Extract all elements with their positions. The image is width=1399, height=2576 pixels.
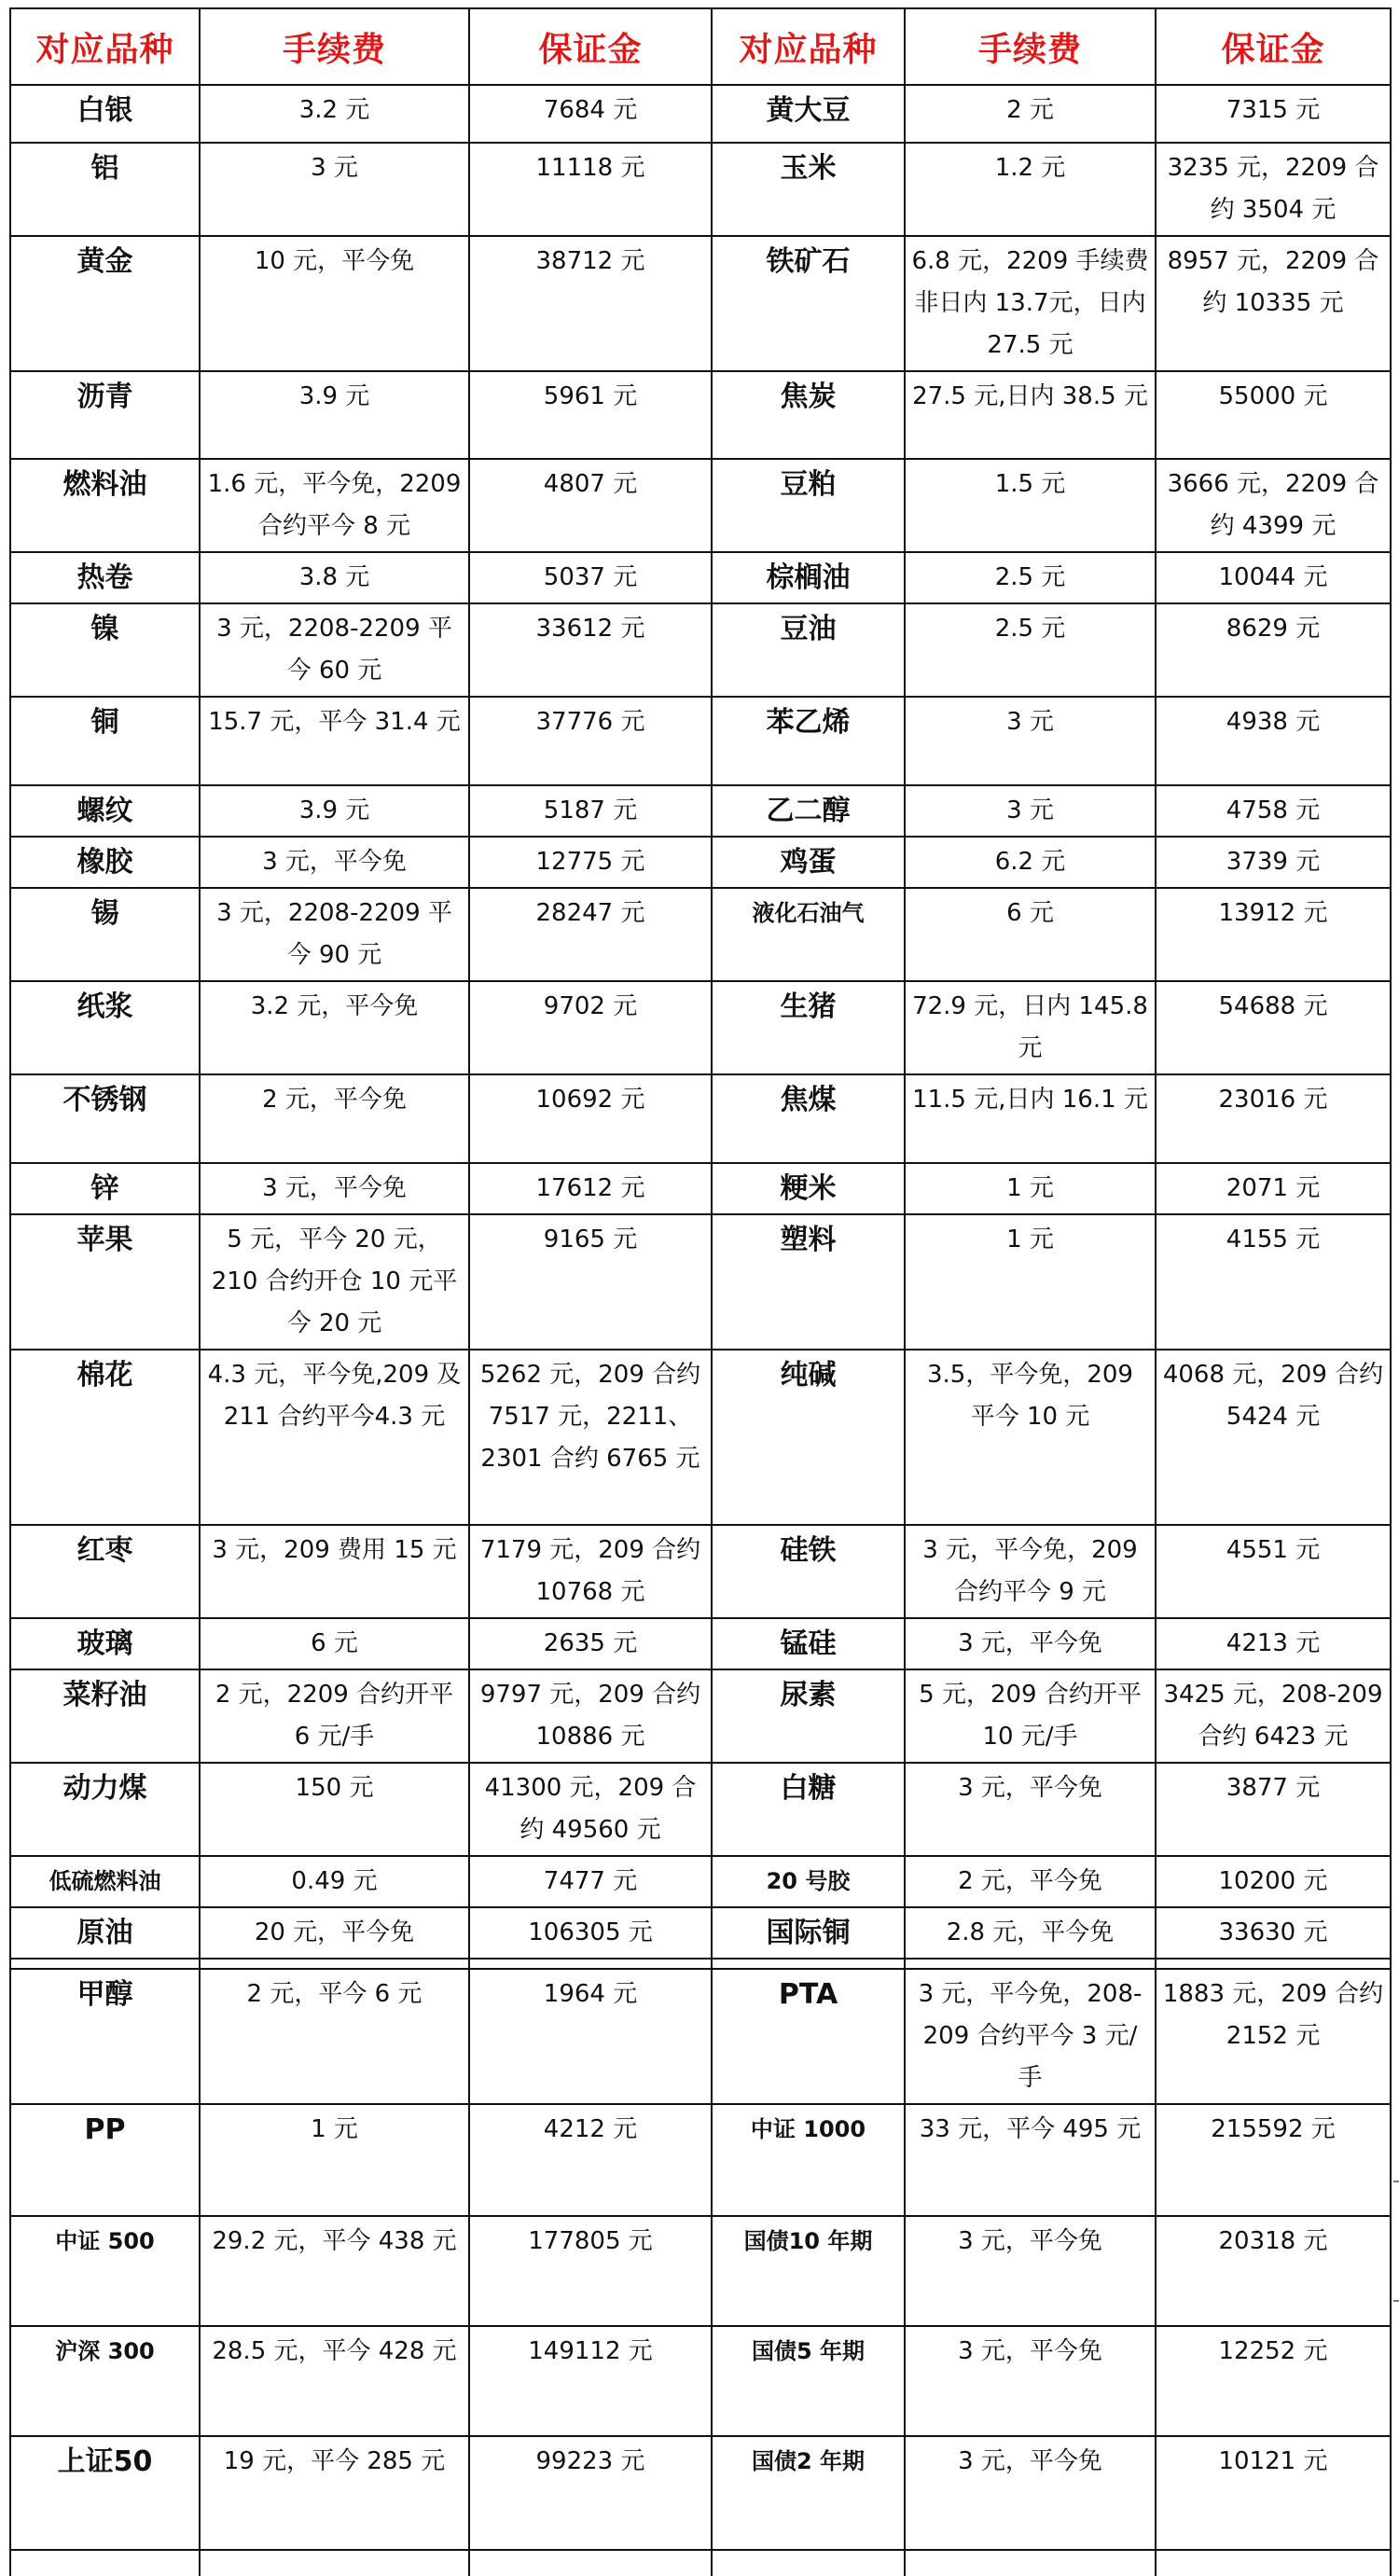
variety-cell: 国债5 年期 [712,2326,905,2436]
variety-cell: 纸浆 [10,981,200,1074]
margin-cell: 2635 元 [469,1618,712,1669]
fee-cell: 5 元，平今 20 元，210 合约开仓 10 元平今 20 元 [200,1214,469,1350]
fee-cell: 2 元 [905,85,1156,143]
empty-cell [1156,2550,1391,2576]
variety-cell: 国债10 年期 [712,2216,905,2326]
table-row [10,888,1391,981]
header-row [10,8,1391,85]
margin-cell: 215592 元 [1156,2104,1391,2216]
margin-cell: 12252 元 [1156,2326,1391,2436]
fee-cell: 1.5 元 [905,459,1156,552]
variety-cell: 红枣 [10,1525,200,1618]
variety-cell: 低硫燃料油 [10,1856,200,1907]
margin-cell: 4068 元，209 合约 5424 元 [1156,1350,1391,1525]
fee-margin-table [9,7,1392,2576]
variety-cell: 国债2 年期 [712,2436,905,2550]
variety-cell: 棉花 [10,1350,200,1525]
fee-cell: 3 元，平今免 [905,1618,1156,1669]
table-row [10,2326,1391,2436]
fee-cell: 15.7 元，平今 31.4 元 [200,697,469,785]
table-row [10,1907,1391,1959]
table-row [10,1763,1391,1856]
variety-cell: 乙二醇 [712,785,905,837]
fee-cell: 72.9 元，日内 145.8 元 [905,981,1156,1074]
margin-cell: 4212 元 [469,2104,712,2216]
fee-cell: 0.49 元 [200,1856,469,1907]
fee-cell: 3 元，2208-2209 平今 60 元 [200,603,469,697]
margin-cell: 23016 元 [1156,1074,1391,1163]
edge-mark [1393,2300,1399,2302]
margin-cell: 5037 元 [469,552,712,603]
gap-cell [469,1959,712,1969]
margin-cell: 12775 元 [469,837,712,888]
table-row [10,1214,1391,1350]
gap-cell [1156,1959,1391,1969]
gap-cell [10,1959,200,1969]
margin-cell: 4938 元 [1156,697,1391,785]
variety-cell: 镍 [10,603,200,697]
margin-cell: 41300 元，209 合约 49560 元 [469,1763,712,1856]
fee-cell: 3.8 元 [200,552,469,603]
fee-cell: 33 元，平今 495 元 [905,2104,1156,2216]
fee-cell: 27.5 元,日内 38.5 元 [905,371,1156,459]
fee-cell: 3.2 元，平今免 [200,981,469,1074]
fee-cell: 19 元，平今 285 元 [200,2436,469,2550]
variety-cell: 焦煤 [712,1074,905,1163]
empty-cell [10,2550,200,2576]
fee-cell: 3 元，平今免 [905,1763,1156,1856]
margin-cell: 2071 元 [1156,1163,1391,1214]
margin-cell: 11118 元 [469,143,712,236]
fee-cell: 29.2 元，平今 438 元 [200,2216,469,2326]
margin-cell: 3739 元 [1156,837,1391,888]
fee-cell: 3 元，平今免 [905,2326,1156,2436]
fee-cell: 6.8 元，2209 手续费非日内 13.7元，日内 27.5 元 [905,236,1156,371]
variety-cell: 原油 [10,1907,200,1959]
variety-cell: PTA [712,1969,905,2104]
margin-cell: 3877 元 [1156,1763,1391,1856]
fee-cell: 6.2 元 [905,837,1156,888]
variety-cell: 豆粕 [712,459,905,552]
variety-cell: 国际铜 [712,1907,905,1959]
variety-cell: 铝 [10,143,200,236]
gap-cell [905,1959,1156,1969]
empty-cell [469,2550,712,2576]
fee-cell: 1 元 [905,1163,1156,1214]
fee-cell: 6 元 [200,1618,469,1669]
variety-cell: 生猪 [712,981,905,1074]
variety-cell: 棕榈油 [712,552,905,603]
fee-cell: 3 元，209 费用 15 元 [200,1525,469,1618]
fee-cell: 3 元，平今免 [200,837,469,888]
table-row [10,981,1391,1074]
gap-cell [712,1959,905,1969]
variety-cell: 豆油 [712,603,905,697]
variety-cell: 锌 [10,1163,200,1214]
table-row [10,785,1391,837]
table-row [10,1074,1391,1163]
margin-cell: 7684 元 [469,85,712,143]
margin-cell: 7477 元 [469,1856,712,1907]
margin-cell: 5262 元，209 合约 7517 元，2211、2301 合约 6765 元 [469,1350,712,1525]
fee-cell: 3 元，平今免 [905,2436,1156,2550]
margin-cell: 54688 元 [1156,981,1391,1074]
fee-cell: 3 元，平今免 [200,1163,469,1214]
col-header-margin: 保证金 [469,8,712,85]
variety-cell: 中证 500 [10,2216,200,2326]
margin-cell: 4758 元 [1156,785,1391,837]
fee-cell: 2 元，平今免 [905,1856,1156,1907]
variety-cell: 沪深 300 [10,2326,200,2436]
trailing-row [10,2550,1391,2576]
fee-cell: 3.2 元 [200,85,469,143]
table-row [10,1163,1391,1214]
table-row [10,603,1391,697]
fee-cell: 3.9 元 [200,785,469,837]
fee-cell: 2.5 元 [905,603,1156,697]
variety-cell: 20 号胶 [712,1856,905,1907]
col-header-fee: 手续费 [200,8,469,85]
margin-cell: 1964 元 [469,1969,712,2104]
variety-cell: PP [10,2104,200,2216]
margin-cell: 3666 元，2209 合约 4399 元 [1156,459,1391,552]
margin-cell: 28247 元 [469,888,712,981]
variety-cell: 上证50 [10,2436,200,2550]
margin-cell: 4213 元 [1156,1618,1391,1669]
variety-cell: 玻璃 [10,1618,200,1669]
table-row [10,1969,1391,2104]
margin-cell: 10692 元 [469,1074,712,1163]
table-row [10,2216,1391,2326]
table-row [10,697,1391,785]
fee-cell: 1 元 [200,2104,469,2216]
margin-cell: 33630 元 [1156,1907,1391,1959]
variety-cell: 苹果 [10,1214,200,1350]
margin-cell: 9702 元 [469,981,712,1074]
fee-cell: 3 元，平今免，208-209 合约平今 3 元/手 [905,1969,1156,2104]
margin-cell: 7315 元 [1156,85,1391,143]
table-row [10,837,1391,888]
margin-cell: 8629 元 [1156,603,1391,697]
fee-cell: 28.5 元，平今 428 元 [200,2326,469,2436]
fee-cell: 3 元，2208-2209 平今 90 元 [200,888,469,981]
margin-cell: 55000 元 [1156,371,1391,459]
fee-cell: 3 元 [200,143,469,236]
margin-cell: 4551 元 [1156,1525,1391,1618]
variety-cell: 螺纹 [10,785,200,837]
section-gap-row [10,1959,1391,1969]
margin-cell: 3235 元，2209 合约 3504 元 [1156,143,1391,236]
margin-cell: 106305 元 [469,1907,712,1959]
variety-cell: 锡 [10,888,200,981]
margin-cell: 38712 元 [469,236,712,371]
variety-cell: 焦炭 [712,371,905,459]
table-row [10,552,1391,603]
margin-cell: 4807 元 [469,459,712,552]
fee-cell: 3 元 [905,785,1156,837]
margin-cell: 37776 元 [469,697,712,785]
variety-cell: 沥青 [10,371,200,459]
margin-cell: 149112 元 [469,2326,712,2436]
fee-cell: 3 元，平今免，209 合约平今 9 元 [905,1525,1156,1618]
table-row [10,2104,1391,2216]
margin-cell: 13912 元 [1156,888,1391,981]
col-header-variety-2: 对应品种 [712,8,905,85]
variety-cell: 铜 [10,697,200,785]
variety-cell: 锰硅 [712,1618,905,1669]
margin-cell: 33612 元 [469,603,712,697]
variety-cell: 液化石油气 [712,888,905,981]
variety-cell: 粳米 [712,1163,905,1214]
fee-cell: 2.5 元 [905,552,1156,603]
fee-cell: 10 元，平今免 [200,236,469,371]
empty-cell [905,2550,1156,2576]
margin-cell: 3425 元，208-209 合约 6423 元 [1156,1669,1391,1763]
margin-cell: 10044 元 [1156,552,1391,603]
fee-cell: 20 元，平今免 [200,1907,469,1959]
variety-cell: 黄金 [10,236,200,371]
fee-cell: 2 元，2209 合约开平 6 元/手 [200,1669,469,1763]
margin-cell: 99223 元 [469,2436,712,2550]
fee-cell: 1.2 元 [905,143,1156,236]
fee-cell: 5 元，209 合约开平 10 元/手 [905,1669,1156,1763]
variety-cell: 白糖 [712,1763,905,1856]
margin-cell: 17612 元 [469,1163,712,1214]
gap-cell [200,1959,469,1969]
fee-cell: 3 元 [905,697,1156,785]
table-row [10,143,1391,236]
variety-cell: 菜籽油 [10,1669,200,1763]
col-header-fee-2: 手续费 [905,8,1156,85]
table-row [10,236,1391,371]
table-row [10,1350,1391,1525]
table-row [10,459,1391,552]
margin-cell: 10200 元 [1156,1856,1391,1907]
table-row [10,1618,1391,1669]
variety-cell: 鸡蛋 [712,837,905,888]
margin-cell: 8957 元，2209 合约 10335 元 [1156,236,1391,371]
fee-cell: 2.8 元，平今免 [905,1907,1156,1959]
fee-cell: 4.3 元，平今免,209 及211 合约平今4.3 元 [200,1350,469,1525]
margin-cell: 4155 元 [1156,1214,1391,1350]
fee-cell: 1 元 [905,1214,1156,1350]
variety-cell: 甲醇 [10,1969,200,2104]
variety-cell: 黄大豆 [712,85,905,143]
fee-cell: 3 元，平今免 [905,2216,1156,2326]
fee-cell: 1.6 元，平今免，2209 合约平今 8 元 [200,459,469,552]
margin-cell: 9797 元，209 合约 10886 元 [469,1669,712,1763]
variety-cell: 塑料 [712,1214,905,1350]
margin-cell: 7179 元，209 合约 10768 元 [469,1525,712,1618]
margin-cell: 5961 元 [469,371,712,459]
fee-cell: 11.5 元,日内 16.1 元 [905,1074,1156,1163]
variety-cell: 动力煤 [10,1763,200,1856]
col-header-margin-2: 保证金 [1156,8,1391,85]
edge-mark [1393,2181,1399,2182]
empty-cell [712,2550,905,2576]
variety-cell: 白银 [10,85,200,143]
fee-cell: 6 元 [905,888,1156,981]
margin-cell: 5187 元 [469,785,712,837]
fee-cell: 3.5，平今免，209 平今 10 元 [905,1350,1156,1525]
variety-cell: 铁矿石 [712,236,905,371]
table-row [10,1669,1391,1763]
variety-cell: 燃料油 [10,459,200,552]
col-header-variety: 对应品种 [10,8,200,85]
margin-cell: 10121 元 [1156,2436,1391,2550]
variety-cell: 热卷 [10,552,200,603]
margin-cell: 1883 元，209 合约 2152 元 [1156,1969,1391,2104]
variety-cell: 硅铁 [712,1525,905,1618]
fee-cell: 150 元 [200,1763,469,1856]
variety-cell: 玉米 [712,143,905,236]
margin-cell: 9165 元 [469,1214,712,1350]
margin-cell: 20318 元 [1156,2216,1391,2326]
variety-cell: 不锈钢 [10,1074,200,1163]
variety-cell: 苯乙烯 [712,697,905,785]
table-row [10,2436,1391,2550]
table-row [10,1856,1391,1907]
margin-cell: 177805 元 [469,2216,712,2326]
variety-cell: 纯碱 [712,1350,905,1525]
fee-cell: 3.9 元 [200,371,469,459]
fee-cell: 2 元，平今 6 元 [200,1969,469,2104]
variety-cell: 橡胶 [10,837,200,888]
fee-cell: 2 元，平今免 [200,1074,469,1163]
variety-cell: 尿素 [712,1669,905,1763]
table-row [10,85,1391,143]
table-row [10,371,1391,459]
variety-cell: 中证 1000 [712,2104,905,2216]
table-row [10,1525,1391,1618]
empty-cell [200,2550,469,2576]
